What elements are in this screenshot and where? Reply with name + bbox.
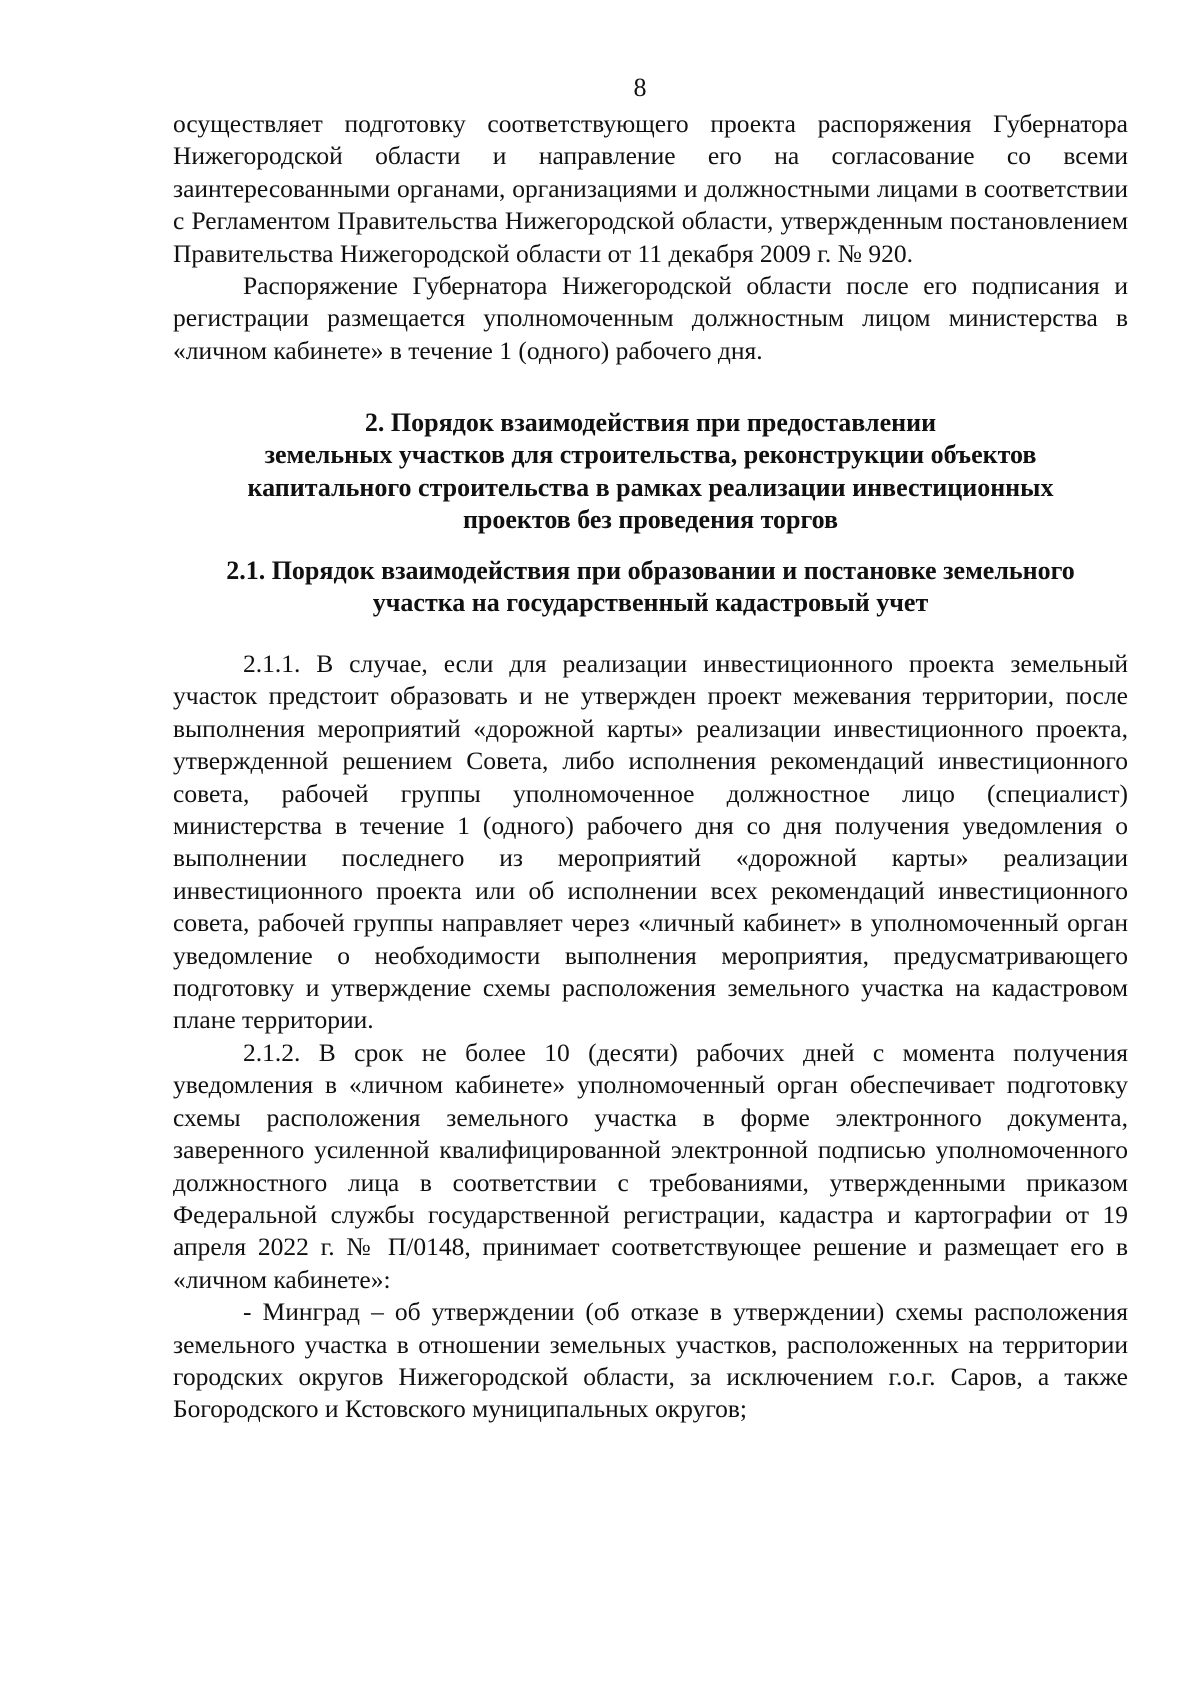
section-heading-line: земельных участков для строительства, реконструкции объектов (264, 440, 1037, 470)
paragraph-2-1-2: 2.1.2. В срок не более 10 (десяти) рабочих дней с момента получения уведомления в «личном кабинете» уполномоченный орган обеспечивает подготовку схемы расположения земельного участка в форме электронного документа, заверенного усиленной квалифицированной электронной подписью уполномоченного должностного лица в соответствии с требованиями, утвержденными приказом Федеральной службы государственной регистрации, кадастра и картографии от 19 апреля 2022 г. № П/0148, принимает соответствующее решение и размещает его в «личном кабинете»: (173, 1037, 1128, 1294)
section-heading-line: 2. Порядок взаимодействия при предоставлении (364, 408, 937, 437)
paragraph-continuation: осуществляет подготовку соответствующего проекта распоряжения Губернатора Нижегородской области и направление его на согласование со всеми заинтересованными органами, организациями и должностными лицами в соответствии с Регламентом Правительства Нижегородской области, утвержденным постановлением Правительства Нижегородской области от 11 декабря 2009 г. № 920. (173, 109, 1128, 268)
main-text (173, 648, 1128, 1426)
intro-text (173, 108, 1128, 367)
subsection-heading (173, 555, 1128, 620)
section-heading-line: проектов без проведения торгов (462, 505, 839, 535)
page-number: 8 (633, 73, 647, 102)
subsection-heading-line: участка на государственный кадастровый учет (372, 588, 929, 618)
paragraph-governor-order: Распоряжение Губернатора Нижегородской области после его подписания и регистрации размещается уполномоченным должностным лицом министерства в «личном кабинете» в течение 1 (одного) рабочего дня. (173, 271, 1128, 365)
subsection-heading-line: 2.1. Порядок взаимодействия при образовании и постановке земельного (226, 556, 1075, 585)
paragraph-2-1-1: 2.1.1. В случае, если для реализации инвестиционного проекта земельный участок предстоит образовать и не утвержден проект межевания территории, после выполнения мероприятий «дорожной карты» реализации инвестиционного проекта, утвержденной решением Совета, либо исполнения рекомендаций инвестиционного совета, рабочей группы уполномоченное должностное лицо (специалист) министерства в течение 1 (одного) рабочего дня со дня получения уведомления о выполнении последнего из мероприятий «дорожной карты» реализации инвестиционного проекта или об исполнении всех рекомендаций инвестиционного совета, рабочей группы направляет через «личный кабинет» в уполномоченный орган уведомление о необходимости выполнения мероприятия, предусматривающего подготовку и утверждение схемы расположения земельного участка на кадастровом плане территории. (173, 649, 1128, 1035)
section-heading (173, 407, 1128, 537)
section-heading-line: капитального строительства в рамках реализации инвестиционных (247, 472, 1054, 502)
paragraph-mingrad-item: - Минград – об утверждении (об отказе в утверждении) схемы расположения земельного участка в отношении земельных участков, расположенных на территории городских округов Нижегородской области, за исключением г.о.г. Саров, а также Богородского и Кстовского муниципальных округов; (173, 1297, 1128, 1424)
